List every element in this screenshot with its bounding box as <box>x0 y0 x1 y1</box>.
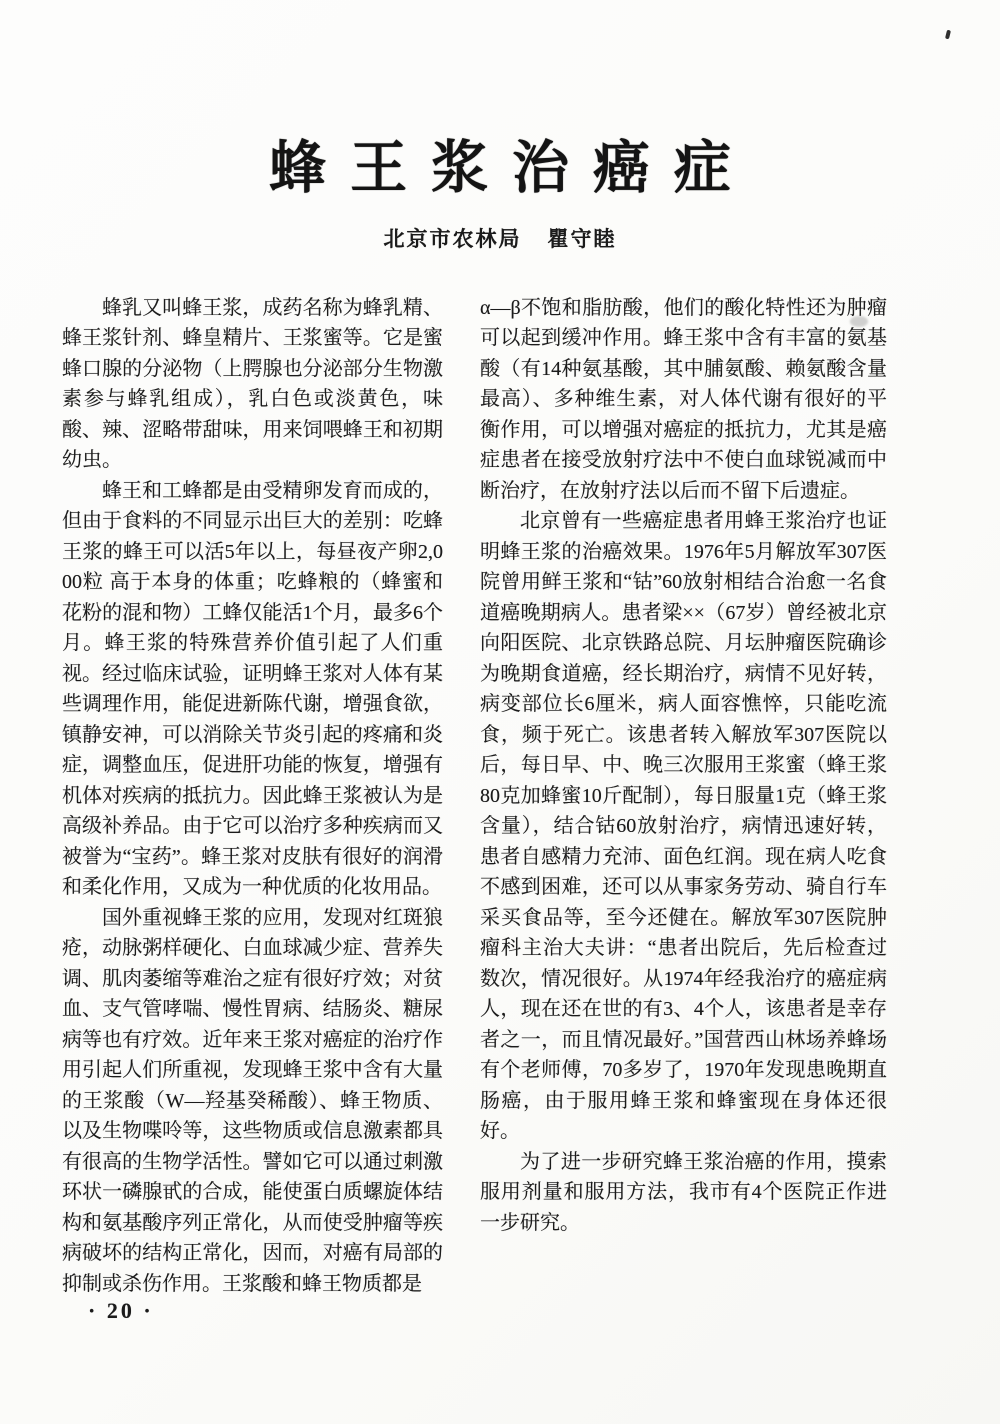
paragraph-left-2: 蜂王和工蜂都是由受精卵发育而成的，但由于食料的不同显示出巨大的差别：吃蜂王浆的蜂王可以活5年以上，每昼夜产卵2,000粒 高于本身的体重；吃蜂粮的（蜂蜜和花粉的混和物）工蜂仅能活1个月，最多6个月。蜂王浆的特殊营养价值引起了人们重视。经过临床试验，证明蜂王浆对人体有某些调理作用，能促进新陈代谢，增强食欲，镇静安神，可以消除关节炎引起的疼痛和炎症，调整血压，促进肝功能的恢复，增强有机体对疾病的抵抗力。因此蜂王浆被认为是高级补养品。由于它可以治疗多种疾病而又被誉为“宝药”。蜂王浆对皮肤有很好的润滑和柔化作用，又成为一种优质的化妆用品。 <box>62 479 443 899</box>
byline-author: 瞿守睦 <box>547 226 617 251</box>
column-right <box>480 293 887 1300</box>
paragraph-right-3: 为了进一步研究蜂王浆治癌的作用，摸索服用剂量和服用方法，我市有4个医院正作进一步研究。 <box>480 1150 887 1234</box>
article-body <box>0 293 1000 1300</box>
byline <box>0 223 1000 253</box>
column-left <box>62 293 443 1300</box>
scan-artifact-dot <box>945 30 951 40</box>
scan-artifact-smudge <box>850 316 868 327</box>
article-title: 蜂王浆治癌症 <box>269 137 755 200</box>
page-number: · 20 · <box>88 1298 154 1323</box>
byline-organization: 北京市农林局 <box>383 226 522 251</box>
paragraph-right-2: 北京曾有一些癌症患者用蜂王浆治疗也证明蜂王浆的治癌效果。1976年5月解放军307医院曾用鲜王浆和“钴”60放射相结合治愈一名食道癌晚期病人。患者梁××（67岁）曾经被北京向阳医院、北京铁路总院、月坛肿瘤医院确诊为晚期食道癌，经长期治疗，病情不见好转，病变部位长6厘米，病人面容憔悴，只能吃流食，频于死亡。该患者转入解放军307医院以后，每日早、中、晚三次服用王浆蜜（蜂王浆80克加蜂蜜10斤配制），每日服量1克（蜂王浆含量），结合钴60放射治疗，病情迅速好转，患者自感精力充沛、面色红润。现在病人吃食不感到困难，还可以从事家务劳动、骑自行车采买食品等，至今还健在。解放军307医院肿瘤科主治大夫讲：“患者出院后，先后检查过数次，情况很好。从1974年经我治疗的癌症病人，现在还在世的有3、4个人，该患者是幸存者之一，而且情况最好。”国营西山林场养蜂场有个老师傅，70多岁了，1970年发现患晚期直肠癌，由于服用蜂王浆和蜂蜜现在身体还很好。 <box>480 510 887 1143</box>
paragraph-left-1: 蜂乳又叫蜂王浆，成药名称为蜂乳精、蜂王浆针剂、蜂皇精片、王浆蜜等。它是蜜蜂口腺的分泌物（上腭腺也分泌部分生物激素参与蜂乳组成），乳白色或淡黄色，味酸、辣、涩略带甜味，用来饲喂蜂王和初期幼虫。 <box>62 296 443 472</box>
paragraph-left-3: 国外重视蜂王浆的应用，发现对红斑狼疮，动脉粥样硬化、白血球减少症、营养失调、肌肉萎缩等难治之症有很好疗效；对贫血、支气管哮喘、慢性胃病、结肠炎、糖尿病等也有疗效。近年来王浆对癌症的治疗作用引起人们所重视，发现蜂王浆中含有大量的王浆酸（W—羟基癸稀酸）、蜂王物质、以及生物喋呤等，这些物质或信息激素都具有很高的生物学活性。譬如它可以通过刺激环状一磷腺甙的合成，能使蛋白质螺旋体结构和氨基酸序列正常化，从而使受肿瘤等疾病破坏的结构正常化，因而，对癌有局部的抑制或杀伤作用。王浆酸和蜂王物质都是 <box>62 906 443 1295</box>
paragraph-right-1-continuation: α—β不饱和脂肪酸，他们的酸化特性还为肿瘤可以起到缓冲作用。蜂王浆中含有丰富的氨基酸（有14种氨基酸，其中脯氨酸、赖氨酸含量最高）、多种维生素，对人体代谢有很好的平衡作用，可以增强对癌症的抵抗力，尤其是癌症患者在接受放射疗法中不使白血球锐减而中断治疗，在放射疗法以后而不留下后遗症。 <box>480 296 887 502</box>
